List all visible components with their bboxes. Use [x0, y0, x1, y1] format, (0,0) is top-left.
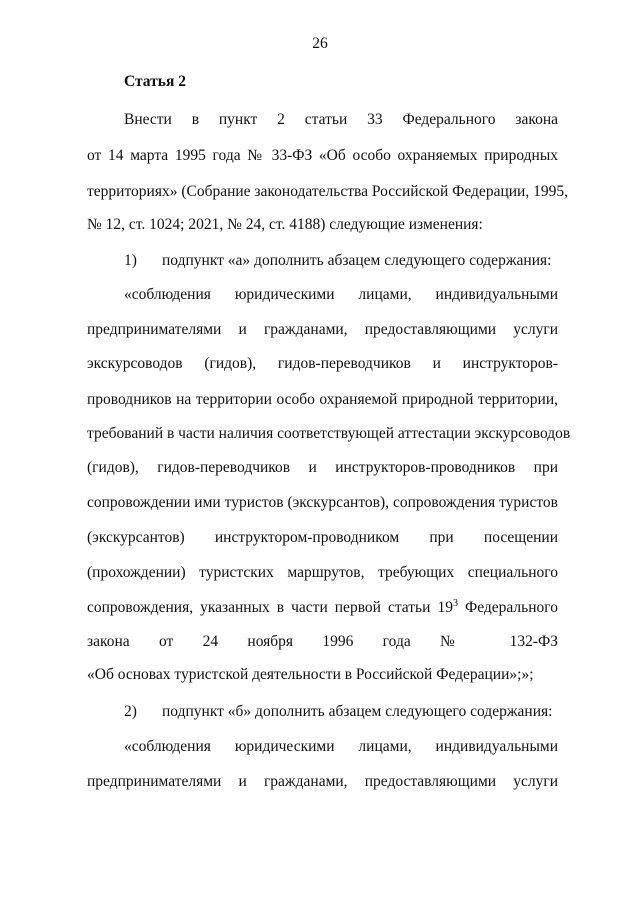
para1-line2: от 14 марта 1995 года № 33-ФЗ «Об особо охраняемых природных [87, 147, 558, 164]
quote2-line1: «соблюдения юридическими лицами, индивидуальными [124, 738, 558, 755]
quote1-line11: закона от 24 ноября 1996 года № 132-ФЗ [87, 633, 558, 650]
quote1-line3: экскурсоводов (гидов), гидов-переводчиков и инструкторов- [87, 355, 558, 372]
list-item-1 [124, 251, 551, 271]
list-item-1-text: подпункт «а» дополнить абзацем следующего содержания: [162, 252, 552, 269]
article-heading: Статья 2 [124, 73, 186, 90]
quote1-line1: «соблюдения юридическими лицами, индивидуальными [124, 286, 558, 303]
quote1-line9: (прохождении) туристских маршрутов, требующих специального [87, 564, 558, 581]
quote1-line7: сопровождении ими туристов (экскурсантов), сопровождения туристов [87, 494, 558, 511]
list-item-2-text: подпункт «б» дополнить абзацем следующего содержания: [162, 703, 553, 720]
quote1-line6: (гидов), гидов-переводчиков и инструкторов-проводников при [87, 459, 558, 476]
quote1-line10-b: Федерального [457, 599, 558, 616]
page-number: 26 [312, 35, 328, 52]
quote1-line8: (экскурсантов) инструктором-проводником при посещении [87, 529, 558, 546]
list-item-2-number: 2) [124, 703, 137, 720]
para1-line4: № 12, ст. 1024; 2021, № 24, ст. 4188) следующие изменения: [87, 216, 483, 233]
quote1-line4: проводников на территории особо охраняемой природной территории, [87, 391, 558, 408]
quote2-line2: предпринимателями и гражданами, предоставляющими услуги [87, 773, 558, 790]
list-item-2 [124, 702, 552, 722]
para1-line3: территориях» (Собрание законодательства Российской Федерации, 1995, [87, 183, 568, 200]
quote1-line12: «Об основах туристской деятельности в Российской Федерации»;»; [87, 666, 534, 683]
quote1-line2: предпринимателями и гражданами, предоставляющими услуги [87, 321, 558, 338]
quote1-line5: требований в части наличия соответствующей аттестации экскурсоводов [87, 425, 571, 442]
para1-line1: Внести в пункт 2 статьи 33 Федерального закона [124, 111, 558, 128]
list-item-1-number: 1) [124, 252, 137, 269]
quote1-line10-a: сопровождения, указанных в части первой статьи 19 [87, 599, 453, 616]
quote1-line10-sup: 3 [452, 597, 458, 609]
quote1-line10 [87, 598, 558, 618]
